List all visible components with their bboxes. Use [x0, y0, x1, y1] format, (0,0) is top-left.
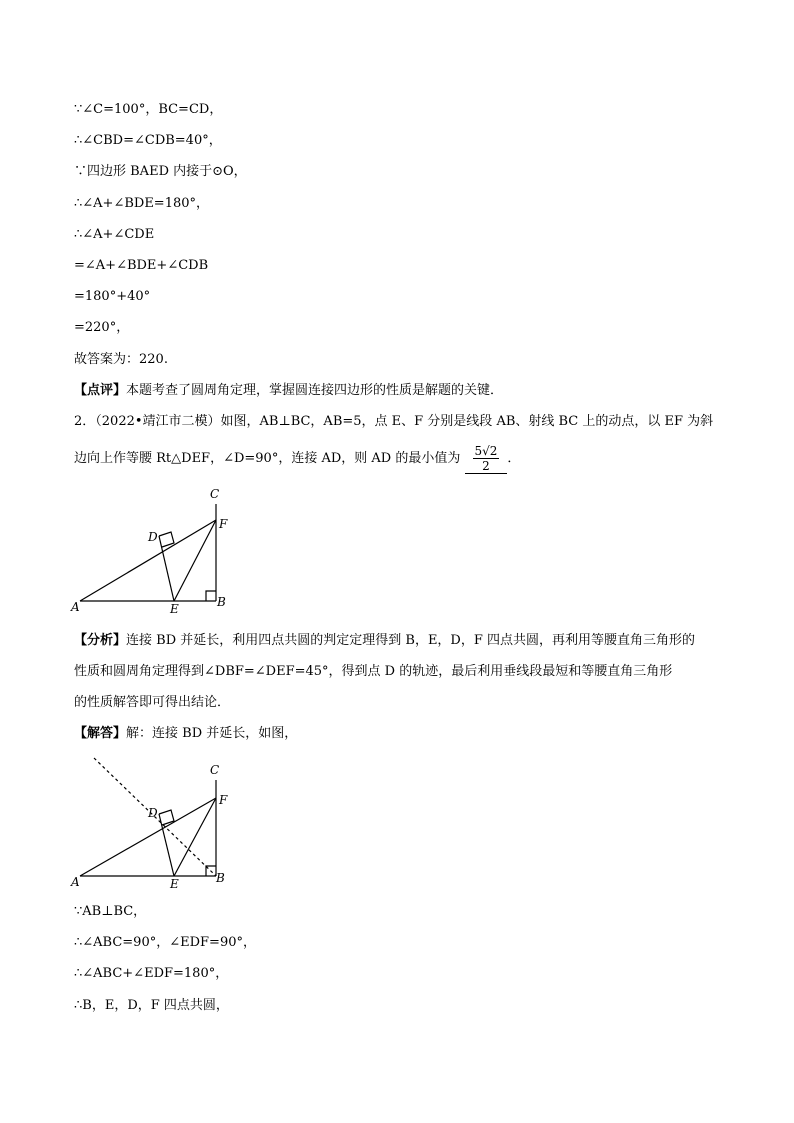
label-B: B [217, 595, 226, 609]
text-line: =220°， [74, 320, 130, 335]
fraction-denominator: 2 [482, 459, 490, 473]
label-C: C [210, 763, 220, 777]
text-line: ∴∠CBD=∠CDB=40°， [74, 133, 222, 148]
comment-tag: 【点评】 [74, 383, 127, 398]
fraction-numerator: 5√2 [474, 444, 498, 458]
solution-text: 解：连接 BD 并延长，如图， [126, 726, 298, 741]
analysis-tag: 【分析】 [74, 633, 127, 648]
geometry-figure-2 [64, 758, 244, 892]
right-angle-mark-B [206, 591, 216, 601]
label-F: F [219, 517, 228, 531]
text-line: ∴∠ABC+∠EDF=180°， [74, 966, 229, 981]
solution-tag: 【解答】 [74, 726, 127, 741]
question-end: ． [507, 451, 521, 466]
text-line: 的性质解答即可得出结论． [74, 695, 231, 710]
text-line: ∴∠A+∠BDE=180°， [74, 196, 210, 211]
label-E: E [170, 877, 179, 891]
text-line: =180°+40° [74, 289, 151, 304]
answer-blank [465, 444, 508, 474]
text-line: ∵∠C=100°，BC=CD， [74, 102, 223, 117]
text-line: ∵四边形 BAED 内接于⊙O， [74, 164, 247, 179]
solution-line [74, 725, 297, 743]
label-E: E [170, 602, 179, 616]
label-D: D [148, 806, 158, 820]
comment-line [74, 382, 503, 400]
question-line [74, 444, 520, 474]
analysis-line [74, 632, 695, 650]
label-F: F [219, 793, 228, 807]
label-B: B [216, 871, 225, 885]
question-text: 边向上作等腰 Rt△DEF，∠D=90°，连接 AD，则 AD 的最小值为 [74, 451, 461, 466]
label-D: D [148, 530, 158, 544]
label-C: C [210, 487, 220, 501]
label-A: A [71, 600, 80, 614]
text-line: =∠A+∠BDE+∠CDB [74, 258, 209, 273]
label-A: A [71, 875, 80, 889]
answer-fraction [473, 444, 500, 473]
analysis-text: 连接 BD 并延长，利用四点共圆的判定定理得到 B，E，D，F 四点共圆，再利用等腰直角三角形的 [126, 633, 696, 648]
question-line: 2．（2022•靖江市二模）如图，AB⊥BC，AB=5，点 E、F 分别是线段 AB、射线 BC 上的动点，以 EF 为斜 [74, 414, 714, 429]
text-line: ∴B，E，D，F 四点共圆， [74, 998, 229, 1013]
text-line: ∴∠ABC=90°，∠EDF=90°， [74, 935, 256, 950]
geometry-figure-1 [64, 484, 244, 616]
text-line: ∴∠A+∠CDE [74, 227, 155, 242]
text-line: 性质和圆周角定理得到∠DBF=∠DEF=45°，得到点 D 的轨迹，最后利用垂线段最短和等腰直角三角形 [74, 664, 673, 679]
text-line: ∵AB⊥BC， [74, 904, 147, 919]
text-line: 故答案为：220. [74, 352, 168, 367]
comment-text: 本题考查了圆周角定理，掌握圆连接四边形的性质是解题的关键． [126, 383, 504, 398]
